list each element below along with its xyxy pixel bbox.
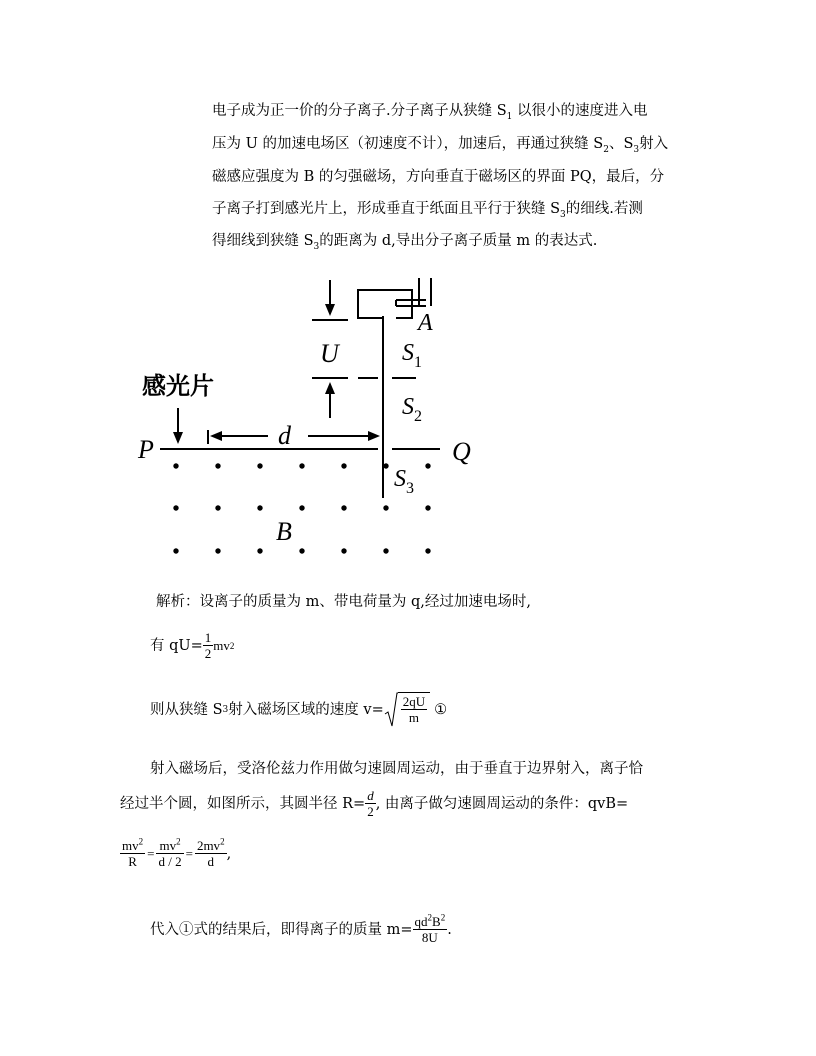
intro-line-3: 磁感应强度为 B 的匀强磁场，方向垂直于磁场区的界面 PQ，最后，分 (212, 169, 665, 185)
source-a-label: A (418, 310, 433, 336)
field-b-label: B (276, 517, 292, 546)
fraction-d-over-2: $\frac{d}{2}$ (367, 788, 374, 819)
solution-line-7: 代入①式的结果后，即得离子的质量 m= $\frac{qd^2B^2}{8U}$ . (150, 912, 452, 945)
fraction-half: $\frac{1}{2}$ (204, 630, 212, 661)
voltage-u-label: U (320, 339, 339, 368)
fraction-mv2-d-half: $\frac{mv^2}{d / 2}$ (158, 836, 182, 869)
fraction-mass-result: $\frac{qd^2B^2}{8U}$ (414, 912, 446, 945)
sensor-label: 感光片 (142, 372, 214, 400)
intro-line-2: 压为 U 的加速电场区（初速度不计），加速后，再通过狭缝 $S_2$、$S_3$射入 (212, 136, 669, 155)
intro-line-5: 得细线到狭缝 $S_3$的距离为 d,导出分子离子质量 m 的表达式. (212, 233, 598, 252)
sqrt-expression: $\frac{2qU}{m}$ (384, 692, 430, 728)
slit-s3-label: $S_3$ (394, 466, 414, 497)
fraction-mv2-r: $\frac{mv^2}{R}$ (122, 836, 144, 869)
radical-sign (384, 692, 398, 728)
point-q-label: Q (452, 437, 471, 466)
slit-s2-label: $S_2$ (402, 394, 422, 425)
solution-line-1: 解析：设离子的质量为 m、带电荷量为 q,经过加速电场时, (156, 594, 531, 610)
intro-line-4: 子离子打到感光片上，形成垂直于纸面且平行于狭缝 $S_3$的细线.若测 (212, 201, 643, 220)
solution-line-2: 有 qU= $\frac{1}{2}$ mv 2 (150, 630, 235, 661)
point-p-label: P (138, 435, 154, 464)
solution-line-3: 则从狭缝 S 3 射入磁场区域的速度 v= $\frac{2qU}{m}$ ① (150, 692, 447, 728)
intro-line-1: 电子成为正一价的分子离子.分子离子从狭缝 $S_1$ 以很小的速度进入电 (212, 103, 648, 122)
magnetic-field-dots (173, 463, 430, 553)
distance-d-label: d (278, 421, 291, 450)
fraction-2mv2-d: $\frac{2mv^2}{d}$ (196, 836, 225, 869)
solution-equation: $\frac{mv^2}{R}$ = $\frac{mv^2}{d / 2}$ = $\frac{2mv^2}{d}$ , (122, 836, 232, 869)
slit-s1-label: $S_1$ (402, 340, 422, 371)
solution-line-4: 射入磁场后，受洛伦兹力作用做匀速圆周运动，由于垂直于边界射入，离子恰 (150, 761, 643, 777)
solution-line-5: 经过半个圆，如图所示，其圆半径 R= $\frac{d}{2}$ , 由离子做匀速圆周运动的条件：qvB= (120, 788, 629, 819)
